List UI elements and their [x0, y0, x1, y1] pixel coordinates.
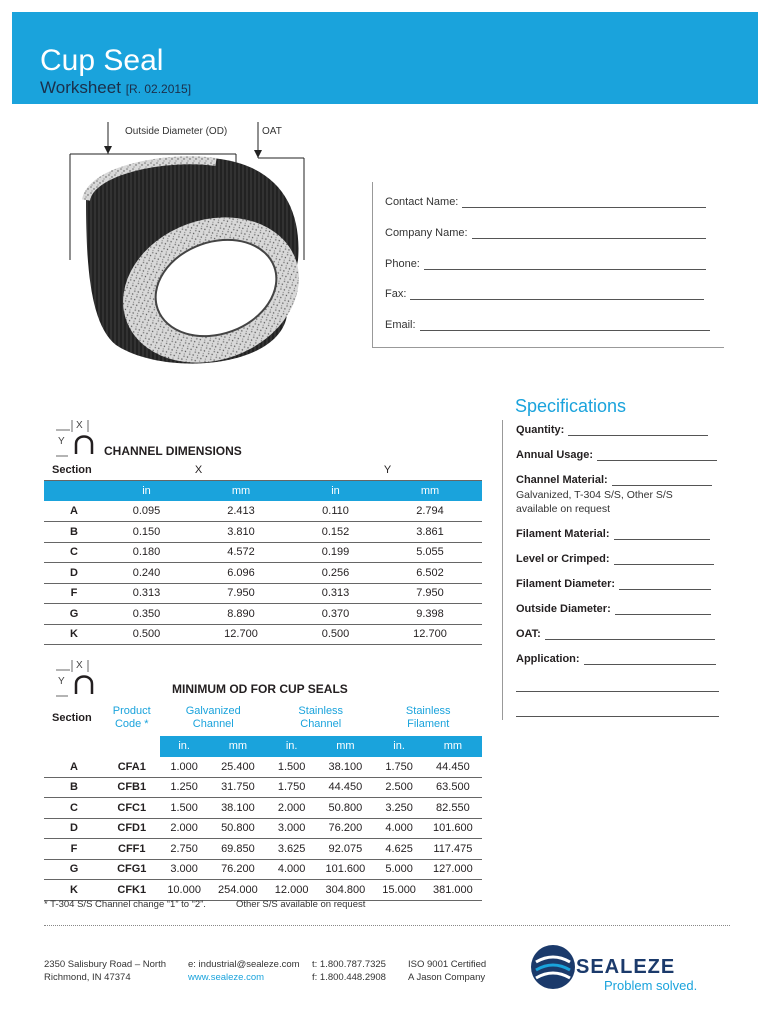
- channel-material-label: Channel Material:: [516, 474, 608, 486]
- oat-row: [516, 628, 715, 640]
- annual-usage-field[interactable]: [597, 451, 717, 461]
- section-cell: G: [44, 604, 104, 625]
- galvanized-header-line1: Galvanized: [185, 705, 241, 717]
- company-name-row: [385, 227, 706, 239]
- fax-row: [385, 288, 704, 300]
- fax-field[interactable]: [410, 290, 704, 300]
- value-cell: 0.500: [293, 624, 378, 645]
- filament-material-row: [516, 528, 710, 540]
- value-cell: 381.000: [424, 880, 482, 901]
- value-cell: 0.256: [293, 563, 378, 584]
- value-cell: 38.100: [316, 757, 374, 778]
- annual-usage-label: Annual Usage:: [516, 449, 594, 461]
- section-cell: A: [44, 757, 104, 778]
- symbol-y-label-2: Y: [58, 676, 65, 687]
- value-cell: 38.100: [209, 798, 267, 819]
- table-header-row: [44, 460, 482, 481]
- oat-field[interactable]: [545, 630, 715, 640]
- section-cell: B: [44, 522, 104, 543]
- section-cell: B: [44, 777, 104, 798]
- od-callout: Outside Diameter (OD): [125, 126, 228, 137]
- jason-company: A Jason Company: [408, 972, 486, 983]
- value-cell: 1.250: [160, 777, 209, 798]
- address-line-1: 2350 Salisbury Road – North: [44, 959, 166, 970]
- value-cell: 4.625: [374, 839, 423, 860]
- value-cell: 69.850: [209, 839, 267, 860]
- email-label: Email:: [385, 319, 416, 331]
- table-row: [44, 777, 482, 798]
- value-cell: 304.800: [316, 880, 374, 901]
- value-cell: 44.450: [424, 757, 482, 778]
- filament-material-field[interactable]: [614, 530, 710, 540]
- galvanized-header: [160, 700, 267, 736]
- quantity-field[interactable]: [568, 426, 708, 436]
- product-code-cell: CFD1: [104, 818, 160, 839]
- channel-material-field[interactable]: [612, 476, 712, 486]
- product-code-cell: CFK1: [104, 880, 160, 901]
- stainless-channel-header-line2: Channel: [300, 718, 342, 730]
- value-cell: 76.200: [209, 859, 267, 880]
- value-cell: 2.413: [189, 501, 293, 522]
- section-cell: F: [44, 839, 104, 860]
- section-cell: C: [44, 542, 104, 563]
- product-code-cell: CFF1: [104, 839, 160, 860]
- filament-diameter-row: [516, 578, 711, 590]
- value-cell: 1.750: [267, 777, 316, 798]
- value-cell: 15.000: [374, 880, 423, 901]
- value-cell: 0.110: [293, 501, 378, 522]
- quantity-row: [516, 424, 708, 436]
- symbol-x-label-2: X: [76, 660, 83, 671]
- outside-diameter-row: [516, 603, 711, 615]
- stainless-filament-header-line2: Filament: [407, 718, 450, 730]
- section-cell: G: [44, 859, 104, 880]
- value-cell: 117.475: [424, 839, 482, 860]
- table-row: [44, 522, 482, 543]
- value-cell: 0.199: [293, 542, 378, 563]
- value-cell: 7.950: [189, 583, 293, 604]
- unit-header: mm: [378, 481, 482, 502]
- unit-header: mm: [316, 736, 374, 757]
- unit-header: in.: [374, 736, 423, 757]
- value-cell: 0.150: [104, 522, 189, 543]
- section-cell: A: [44, 501, 104, 522]
- value-cell: 4.000: [267, 859, 316, 880]
- value-cell: 3.625: [267, 839, 316, 860]
- value-cell: 6.096: [189, 563, 293, 584]
- value-cell: 2.000: [267, 798, 316, 819]
- product-code-cell: CFB1: [104, 777, 160, 798]
- section-cell: F: [44, 583, 104, 604]
- value-cell: 92.075: [316, 839, 374, 860]
- value-cell: 1.500: [267, 757, 316, 778]
- section-header: Section: [44, 460, 104, 481]
- oat-callout: OAT: [262, 126, 282, 137]
- application-line-2[interactable]: [516, 691, 719, 692]
- value-cell: 1.500: [160, 798, 209, 819]
- value-cell: 254.000: [209, 880, 267, 901]
- unit-header: in: [293, 481, 378, 502]
- level-crimped-row: [516, 553, 714, 565]
- section-header: Section: [52, 712, 92, 724]
- stainless-channel-header-line1: Stainless: [298, 705, 344, 717]
- application-label: Application:: [516, 653, 580, 665]
- contact-info-box: [372, 182, 724, 348]
- value-cell: 2.750: [160, 839, 209, 860]
- company-name-field[interactable]: [472, 229, 706, 239]
- units-header-row: [44, 481, 482, 502]
- section-cell: K: [44, 624, 104, 645]
- footer-website-link[interactable]: www.sealeze.com: [188, 972, 265, 983]
- footer-fax: f: 1.800.448.2908: [312, 972, 386, 983]
- value-cell: 3.000: [267, 818, 316, 839]
- page-subtitle: [40, 78, 191, 98]
- sealeze-logo-text: SEALEZE: [576, 956, 676, 978]
- value-cell: 5.000: [374, 859, 423, 880]
- unit-header: in: [104, 481, 189, 502]
- value-cell: 127.000: [424, 859, 482, 880]
- value-cell: 76.200: [316, 818, 374, 839]
- value-cell: 44.450: [316, 777, 374, 798]
- product-code-header-line1: Product: [112, 705, 151, 717]
- value-cell: 82.550: [424, 798, 482, 819]
- header-banner: [12, 12, 758, 104]
- filament-diameter-field[interactable]: [619, 580, 711, 590]
- stainless-channel-header: [267, 700, 374, 736]
- channel-material-row: [516, 474, 712, 486]
- units-spacer: [44, 736, 104, 757]
- table-row: [44, 757, 482, 778]
- stainless-filament-header-line1: Stainless: [405, 705, 451, 717]
- revision-label: [R. 02.2015]: [125, 82, 192, 96]
- value-cell: 1.000: [160, 757, 209, 778]
- units-header-row: [44, 736, 482, 757]
- cup-seal-illustration: [66, 120, 316, 380]
- value-cell: 7.950: [378, 583, 482, 604]
- value-cell: 3.000: [160, 859, 209, 880]
- sealeze-logo-icon: [528, 942, 578, 992]
- value-cell: 31.750: [209, 777, 267, 798]
- value-cell: 63.500: [424, 777, 482, 798]
- page-title: Cup Seal: [40, 44, 164, 77]
- contact-name-row: [385, 196, 706, 208]
- section-cell: D: [44, 818, 104, 839]
- units-spacer: [104, 736, 160, 757]
- value-cell: 0.240: [104, 563, 189, 584]
- value-cell: 2.794: [378, 501, 482, 522]
- phone-label: Phone:: [385, 258, 420, 270]
- value-cell: 0.095: [104, 501, 189, 522]
- value-cell: 3.810: [189, 522, 293, 543]
- unit-header: in.: [267, 736, 316, 757]
- worksheet-label: Worksheet: [40, 78, 121, 97]
- unit-header: mm: [209, 736, 267, 757]
- level-crimped-label: Level or Crimped:: [516, 553, 610, 565]
- level-crimped-field[interactable]: [614, 555, 714, 565]
- value-cell: 50.800: [209, 818, 267, 839]
- table-row: [44, 542, 482, 563]
- value-cell: 25.400: [209, 757, 267, 778]
- table-header-row: [44, 700, 482, 736]
- outside-diameter-field[interactable]: [615, 605, 711, 615]
- symbol-x-label: X: [76, 420, 83, 431]
- value-cell: 12.700: [189, 624, 293, 645]
- product-code-cell: CFC1: [104, 798, 160, 819]
- value-cell: 1.750: [374, 757, 423, 778]
- table-row: [44, 583, 482, 604]
- x-group-header: X: [104, 460, 293, 481]
- value-cell: 9.398: [378, 604, 482, 625]
- footer-address: [44, 958, 166, 984]
- value-cell: 4.572: [189, 542, 293, 563]
- value-cell: 0.313: [104, 583, 189, 604]
- filament-material-label: Filament Material:: [516, 528, 610, 540]
- stainless-filament-header: [374, 700, 482, 736]
- product-code-cell: CFA1: [104, 757, 160, 778]
- table-row: [44, 501, 482, 522]
- unit-header: mm: [189, 481, 293, 502]
- tagline: Problem solved.: [604, 978, 698, 993]
- value-cell: 2.500: [374, 777, 423, 798]
- value-cell: 0.152: [293, 522, 378, 543]
- value-cell: 6.502: [378, 563, 482, 584]
- value-cell: 101.600: [316, 859, 374, 880]
- annual-usage-row: [516, 449, 717, 461]
- application-row: [516, 653, 716, 665]
- specifications-panel: [502, 420, 724, 720]
- filament-diameter-label: Filament Diameter:: [516, 578, 616, 590]
- value-cell: 0.370: [293, 604, 378, 625]
- footer-divider: [44, 925, 730, 926]
- value-cell: 0.180: [104, 542, 189, 563]
- contact-name-label: Contact Name:: [385, 196, 459, 208]
- unit-header: in.: [160, 736, 209, 757]
- address-line-2: Richmond, IN 47374: [44, 972, 131, 983]
- units-spacer: [44, 481, 104, 502]
- section-cell: K: [44, 880, 104, 901]
- min-od-title: MINIMUM OD FOR CUP SEALS: [172, 682, 348, 696]
- product-code-header-line2: Code *: [114, 718, 149, 730]
- value-cell: 12.700: [378, 624, 482, 645]
- specifications-title: Specifications: [515, 396, 627, 416]
- contact-name-field[interactable]: [462, 198, 706, 208]
- product-code-header: [104, 700, 160, 736]
- value-cell: 10.000: [160, 880, 209, 901]
- y-group-header: Y: [293, 460, 482, 481]
- footer-email[interactable]: e: industrial@sealeze.com: [188, 959, 300, 970]
- email-field[interactable]: [420, 321, 710, 331]
- section-cell: D: [44, 563, 104, 584]
- footnote-other-ss: Other S/S available on request: [236, 899, 366, 910]
- value-cell: 12.000: [267, 880, 316, 901]
- fax-label: Fax:: [385, 288, 407, 300]
- channel-dimensions-table: [44, 460, 482, 645]
- footnote-channel-change: * T-304 S/S Channel change “1” to “2”.: [44, 899, 206, 910]
- value-cell: 50.800: [316, 798, 374, 819]
- min-od-table: [44, 700, 482, 901]
- footer-certification: [408, 958, 486, 984]
- symbol-y-label: Y: [58, 436, 65, 447]
- value-cell: 101.600: [424, 818, 482, 839]
- phone-field[interactable]: [424, 260, 706, 270]
- unit-header: mm: [424, 736, 482, 757]
- application-line-3[interactable]: [516, 716, 719, 717]
- section-cell: C: [44, 798, 104, 819]
- company-name-label: Company Name:: [385, 227, 468, 239]
- footer-phone: [312, 958, 386, 984]
- oat-label: OAT:: [516, 628, 541, 640]
- quantity-label: Quantity:: [516, 424, 565, 436]
- value-cell: 0.313: [293, 583, 378, 604]
- phone-row: [385, 258, 706, 270]
- application-field[interactable]: [584, 655, 716, 665]
- table-row: [44, 818, 482, 839]
- product-code-cell: CFG1: [104, 859, 160, 880]
- channel-material-note-2: available on request: [516, 503, 610, 515]
- table-row: [44, 839, 482, 860]
- footer-telephone: t: 1.800.787.7325: [312, 959, 386, 970]
- value-cell: 8.890: [189, 604, 293, 625]
- table-row: [44, 798, 482, 819]
- outside-diameter-label: Outside Diameter:: [516, 603, 611, 615]
- email-row: [385, 319, 710, 331]
- table-row: [44, 563, 482, 584]
- value-cell: 0.350: [104, 604, 189, 625]
- channel-dimensions-title: CHANNEL DIMENSIONS: [104, 444, 242, 458]
- table-row: [44, 880, 482, 901]
- value-cell: 3.250: [374, 798, 423, 819]
- iso-certified: ISO 9001 Certified: [408, 959, 487, 970]
- value-cell: 4.000: [374, 818, 423, 839]
- galvanized-header-line2: Channel: [192, 718, 234, 730]
- channel-material-note-1: Galvanized, T-304 S/S, Other S/S: [516, 489, 673, 501]
- table-row: [44, 624, 482, 645]
- footer-contact: [188, 958, 300, 984]
- value-cell: 2.000: [160, 818, 209, 839]
- value-cell: 0.500: [104, 624, 189, 645]
- value-cell: 5.055: [378, 542, 482, 563]
- value-cell: 3.861: [378, 522, 482, 543]
- table-row: [44, 859, 482, 880]
- table-row: [44, 604, 482, 625]
